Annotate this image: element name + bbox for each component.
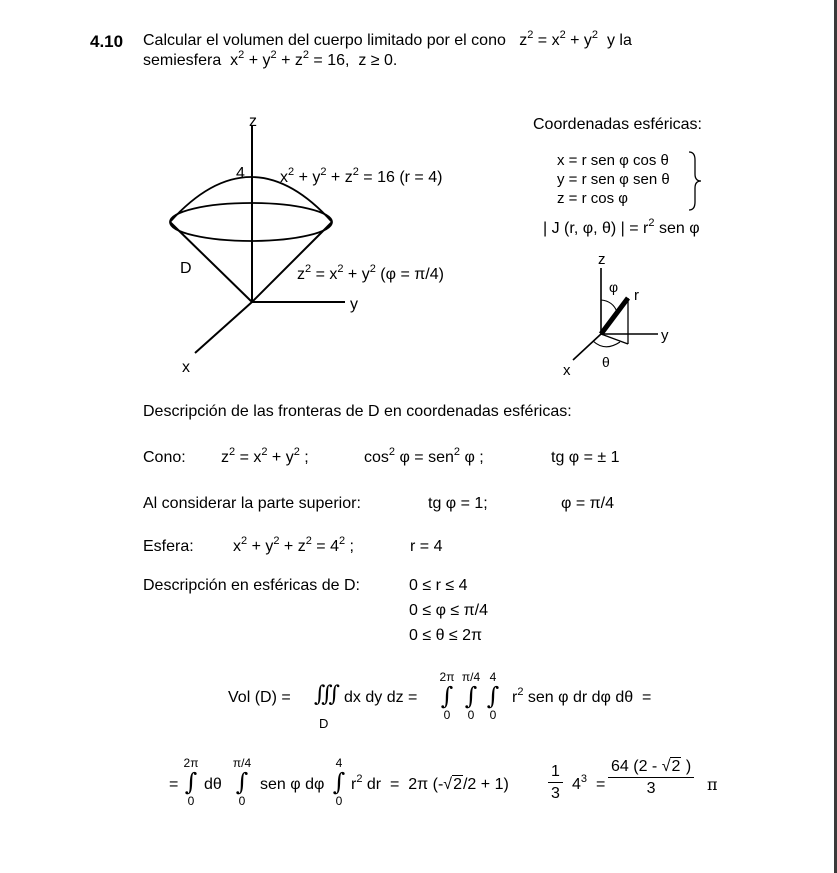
- sep-phi-upper: π/4: [232, 756, 252, 770]
- superior-label: Al considerar la parte superior:: [143, 495, 361, 512]
- sen-phi-dphi: sen φ dφ: [260, 776, 325, 793]
- x-axis-label: x: [182, 359, 190, 376]
- small-x-axis: [573, 334, 601, 360]
- integral-icon: ∫: [235, 768, 249, 796]
- integral-icon: ∫: [486, 682, 500, 710]
- esfera-eq-2: r = 4: [410, 538, 443, 555]
- power-base: 4: [572, 776, 581, 793]
- integral-r-lower: 0: [489, 708, 497, 722]
- final-fraction: [608, 759, 694, 797]
- sep-theta-upper: 2π: [183, 756, 199, 770]
- small-y-label: y: [661, 327, 669, 344]
- sep-integral-phi: [229, 757, 255, 807]
- equals-start: =: [169, 776, 179, 793]
- sep-r-upper: 4: [335, 756, 343, 770]
- small-z-label: z: [598, 251, 606, 268]
- integral-phi-lower: 0: [467, 708, 475, 722]
- d-theta: dθ: [204, 776, 222, 793]
- x-axis: [195, 302, 252, 353]
- r-dr-evaluation: $r^2$ dr = 2π (-√2/2 + 1): [351, 773, 509, 793]
- integrand: $r^2$ sen φ dr dφ dθ =: [512, 686, 652, 706]
- final-denominator: 3: [646, 780, 656, 797]
- superior-eq-1: tg φ = 1;: [428, 495, 488, 512]
- sqrt-two: 2: [453, 776, 462, 793]
- phi-label: φ: [609, 279, 619, 295]
- integral-phi-upper: π/4: [461, 670, 481, 684]
- range-phi: 0 ≤ φ ≤ π/4: [409, 602, 488, 619]
- spherical-diagram: [560, 248, 680, 380]
- sep-r-lower: 0: [335, 794, 343, 808]
- final-numerator: 64 (2 - √2 ): [608, 759, 694, 778]
- cone-sphere-figure: [160, 110, 490, 380]
- integral-r: [484, 671, 502, 721]
- small-x-label: x: [563, 362, 571, 379]
- sphere-equation: $x^2 + y^2 + z^2 = 16$ (r = 4): [280, 166, 443, 186]
- spherical-eq-x: x = r sen φ cos θ: [557, 152, 669, 169]
- cono-label: Cono:: [143, 449, 186, 466]
- fraction-denominator: 3: [551, 785, 560, 802]
- four-cubed: [572, 773, 588, 793]
- equals-result: =: [596, 776, 606, 793]
- triple-integral-icon: ∭: [314, 682, 341, 707]
- integral-r-upper: 4: [489, 670, 497, 684]
- problem-text-end: y la: [606, 32, 632, 49]
- cono-eq-1: $z^2 = x^2 + y^2$ ;: [221, 446, 309, 466]
- cono-eq-3: tg φ = ± 1: [551, 449, 620, 466]
- desc-label: Descripción en esféricas de D:: [143, 577, 360, 594]
- theta-label: θ: [602, 354, 610, 370]
- evaluation-rest: /2 + 1): [462, 776, 509, 793]
- integral-theta: [436, 671, 458, 721]
- integral-theta-lower: 0: [443, 708, 451, 722]
- power-exponent: 3: [580, 773, 588, 785]
- phi-arc: [601, 300, 617, 312]
- integral-icon: ∫: [464, 682, 478, 710]
- cone-right-edge: [252, 222, 332, 302]
- integral-icon: ∫: [184, 768, 198, 796]
- jacobian: | J (r, φ, θ) | = $r^2$ sen φ: [543, 217, 700, 237]
- sep-integral-theta: [180, 757, 202, 807]
- spherical-eq-y: y = r sen φ sen θ: [557, 171, 670, 188]
- cono-eq-2: $\cos^2 \varphi = sen^2$ φ ;: [364, 446, 484, 466]
- problem-line-1: [143, 29, 632, 49]
- integral-icon: ∫: [440, 682, 454, 710]
- superior-eq-2: φ = π/4: [561, 495, 614, 512]
- sep-theta-lower: 0: [187, 794, 195, 808]
- region-d-label: D: [180, 260, 192, 277]
- dxdydz: dx dy dz =: [344, 689, 418, 706]
- right-brace-icon: [685, 150, 705, 212]
- boundaries-heading: Descripción de las fronteras de D en coordenadas esféricas:: [143, 403, 572, 420]
- integral-icon: ∫: [332, 768, 346, 796]
- sep-integral-r: [330, 757, 348, 807]
- range-r: 0 ≤ r ≤ 4: [409, 577, 468, 594]
- integral-theta-upper: 2π: [439, 670, 455, 684]
- final-pi: π: [707, 775, 718, 794]
- y-axis-label: y: [350, 296, 358, 313]
- volume-lhs: Vol (D) =: [228, 689, 291, 706]
- theta-arc: [593, 341, 620, 347]
- integral-phi: [458, 671, 484, 721]
- fraction-numerator: 1: [548, 764, 563, 783]
- range-theta: 0 ≤ θ ≤ 2π: [409, 627, 483, 644]
- cone-equation-label: $z^2 = x^2 + y^2$ (φ = π/4): [297, 263, 444, 283]
- one-third-fraction: [548, 764, 563, 802]
- projection-base: [601, 334, 628, 344]
- radius-vector: [601, 298, 628, 334]
- r-label: r: [634, 287, 639, 304]
- radius-four-label: 4: [236, 165, 245, 182]
- spherical-eq-z: z = r cos φ: [557, 190, 628, 207]
- problem-number: 4.10: [90, 32, 124, 51]
- esfera-eq-1: $x^2 + y^2 + z^2 = 4^2$ ;: [233, 535, 354, 555]
- z-axis-label: z: [249, 113, 257, 130]
- cone-equation: $z^2 = x^2 + y^2$: [519, 29, 599, 49]
- triple-integral-domain: D: [319, 716, 329, 731]
- esfera-label: Esfera:: [143, 538, 194, 555]
- sep-phi-lower: 0: [238, 794, 246, 808]
- problem-line-2: semiesfera $x^2 + y^2 + z^2 = 16$, z ≥ 0.: [143, 49, 398, 69]
- spherical-title: Coordenadas esféricas:: [533, 116, 702, 133]
- problem-text: Calcular el volumen del cuerpo limitado por el cono: [143, 32, 506, 49]
